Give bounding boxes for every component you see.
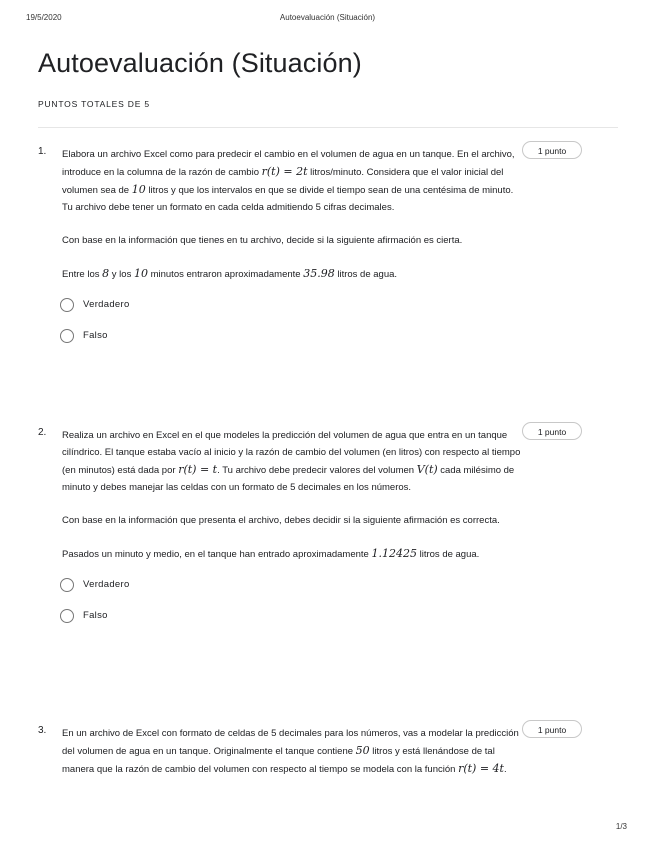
print-date: 19/5/2020 (26, 13, 62, 22)
question-body (62, 146, 522, 351)
radio-button[interactable] (60, 578, 74, 592)
page-number: 1/3 (615, 822, 627, 831)
question-body (62, 725, 522, 794)
option-verdadero[interactable] (62, 289, 522, 320)
option-label: Falso (83, 610, 108, 621)
points-badge: 1 punto (522, 141, 582, 159)
radio-button[interactable] (60, 298, 74, 312)
option-falso[interactable] (62, 320, 522, 351)
print-header-title: Autoevaluación (Situación) (279, 13, 376, 22)
question-text: Realiza un archivo en Excel en el que modeles la predicción del volumen de agua que entra en un tanque cilíndrico. El tanque estaba vacío al inicio y la razón de cambio del volumen (en litros) con respecto al tiempo (en minutos) está dada por r(t) = t. Tu archivo debe predecir valores del volumen V(t) cada milésimo de minuto y debes manejar las celdas con un formato de 5 decimales en los números. (62, 430, 521, 493)
question-number: 1. (38, 146, 47, 157)
page-title: Autoevaluación (Situación) (38, 48, 362, 78)
option-verdadero[interactable] (62, 569, 522, 600)
question-number: 2. (38, 427, 47, 438)
option-label: Verdadero (83, 579, 130, 590)
question-statement: Entre los 8 y los 10 minutos entraron aproximadamente 35.98 litros de agua. (62, 267, 398, 280)
radio-button[interactable] (60, 329, 74, 343)
option-label: Verdadero (83, 299, 130, 310)
radio-button[interactable] (60, 609, 74, 623)
points-badge: 1 punto (522, 422, 582, 440)
question-text: Elabora un archivo Excel como para predecir el cambio en el volumen de agua en un tanque. En el archivo, introduce en la columna de la razón de cambio r(t) = 2t litros/minuto. Considera que el valor inicial del volumen sea de 10 litros y que los intervalos en que se divide el tiempo sean de una centésima de minuto. Tu archivo debe tener un formato en cada celda admitiendo 5 cifras decimales. (62, 149, 515, 213)
option-label: Falso (83, 330, 108, 341)
divider (38, 127, 618, 128)
question-statement: Pasados un minuto y medio, en el tanque han entrado aproximadamente 1.12425 litros de agua. (62, 547, 480, 560)
question-instruction: Con base en la información que presenta el archivo, debes decidir si la siguiente afirmación es correcta. (62, 515, 500, 526)
total-points: PUNTOS TOTALES DE 5 (38, 99, 150, 109)
question-number: 3. (38, 725, 47, 736)
question-instruction: Con base en la información que tienes en tu archivo, decide si la siguiente afirmación es cierta. (62, 235, 463, 246)
question-body (62, 427, 522, 631)
option-falso[interactable] (62, 600, 522, 631)
question-text: En un archivo de Excel con formato de celdas de 5 decimales para los números, vas a modelar la predicción del volumen de agua en un tanque. Originalmente el tanque contiene 50 litros y está llenándose de tal manera que la razón de cambio del volumen con respecto al tiempo se modela con la función r(t) = 4t. (62, 728, 519, 775)
points-badge: 1 punto (522, 720, 582, 738)
